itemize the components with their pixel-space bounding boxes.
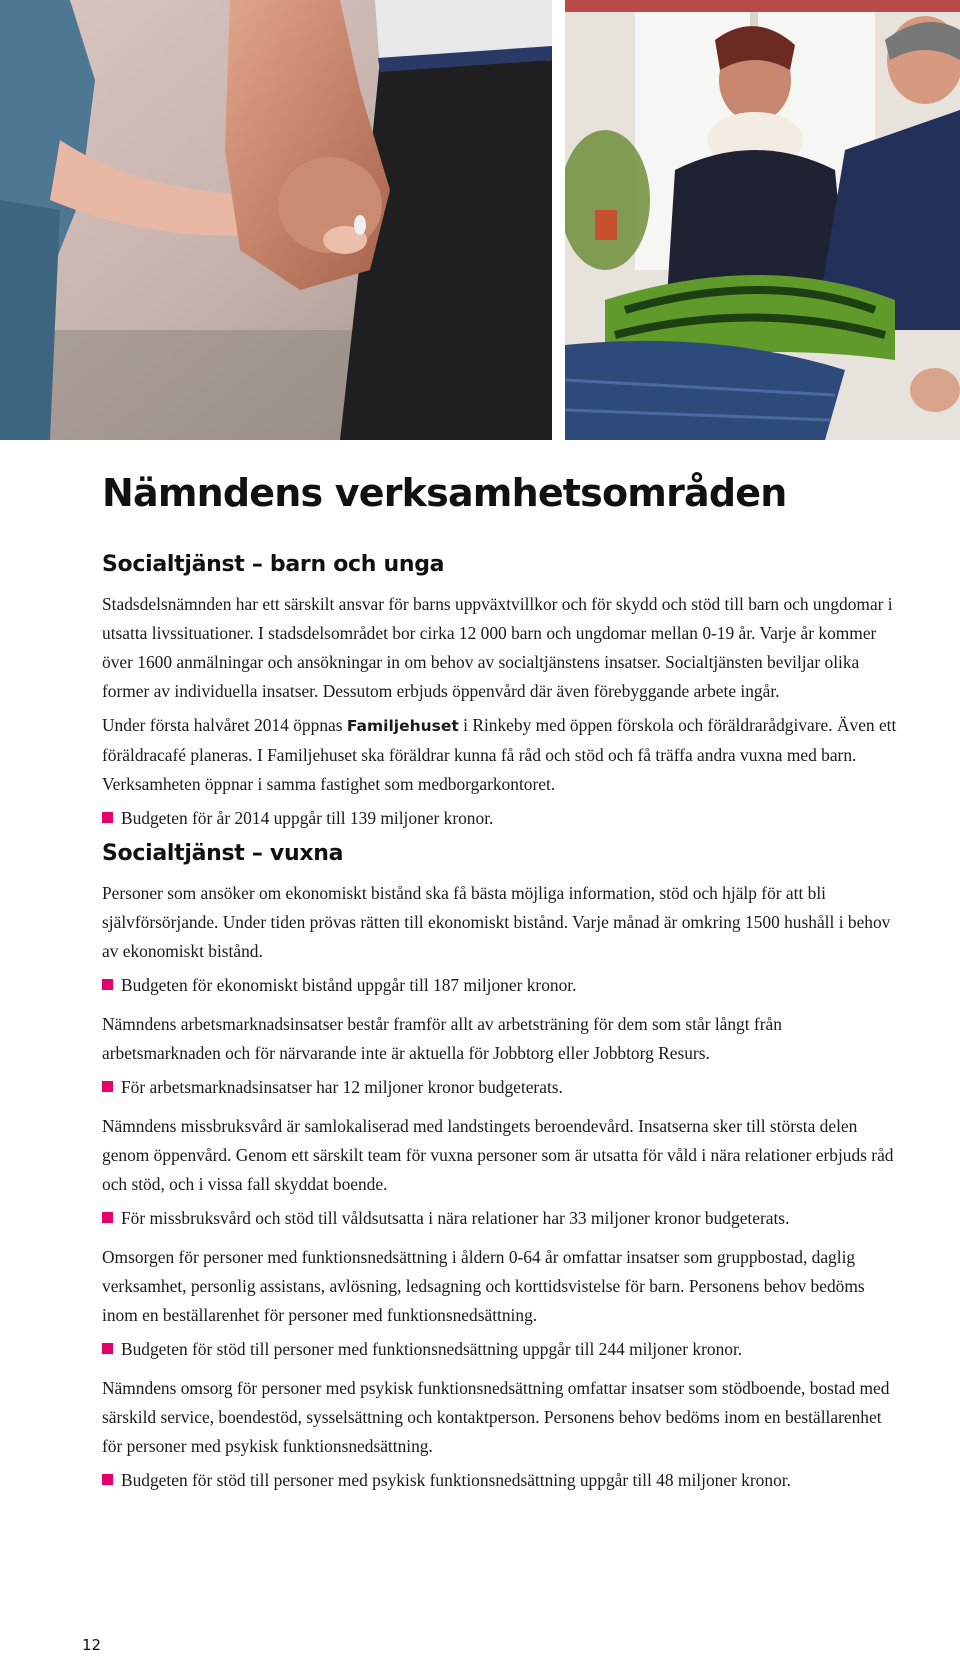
paragraph: Stadsdelsnämnden har ett särskilt ansvar för barns uppväxtvillkor och för skydd och stöd till barn och ungdomar i utsatta livssituationer. I stadsdelsområdet bor cirka 12 000 barn och ungdomar mellan 0-19 år. Varje år kommer över 1600 anmälningar och ansökningar in om behov av socialtjänstens insatser. Socialtjänsten beviljar olika former av individuella insatser. Dessutom erbjuds öppenvård där även förebyggande arbete ingår. <box>102 594 893 701</box>
paragraph: Omsorgen för personer med funktionsnedsättning i åldern 0-64 år omfattar insatser som gruppbostad, daglig verksamhet, personlig assistans, avlösning, ledsagning och korttidsvistelse för barn. Personens behov bedöms inom en beställarenhet för personer med funktionsnedsättning. <box>102 1247 865 1325</box>
square-bullet-icon <box>102 979 113 990</box>
paragraph-familjehuset: Under första halvåret 2014 öppnas Familjehuset i Rinkeby med öppen förskola och föräldrarådgivare. Även ett föräldracafé planeras. I Familjehuset ska föräldrar kunna få råd och stöd och få träffa andra vuxna med barn. Verksamheten öppnar i samma fastighet som medborgarkontoret. <box>102 715 897 794</box>
budget-bullet: För arbetsmarknadsinsatser har 12 miljoner kronor budgeterats. <box>102 1073 902 1102</box>
paragraph: Nämndens arbetsmarknadsinsatser består framför allt av arbetsträning för dem som står långt från arbetsmarknaden och för närvarande inte är aktuella för Jobbtorg eller Jobbtorg Resurs. <box>102 1014 782 1063</box>
section-title-children: Socialtjänst – barn och unga <box>102 552 445 577</box>
budget-bullet: Budgeten för ekonomiskt bistånd uppgår till 187 miljoner kronor. <box>102 971 902 1000</box>
paragraph: Nämndens missbruksvård är samlokaliserad med landstingets beroendevård. Insatserna sker till största delen genom öppenvård. Genom ett särskilt team för vuxna personer som är utsatta för våld i nära relationer erbjuds råd och stöd, och i vissa fall skyddat boende. <box>102 1116 894 1194</box>
square-bullet-icon <box>102 1212 113 1223</box>
photo-knitting <box>565 0 960 440</box>
page-title: Nämndens verksamhetsområden <box>102 471 787 515</box>
budget-bullet: Budgeten för år 2014 uppgår till 139 miljoner kronor. <box>102 804 902 833</box>
budget-bullet: Budgeten för stöd till personer med funktionsnedsättning uppgår till 244 miljoner kronor. <box>102 1335 902 1364</box>
familjehuset-term: Familjehuset <box>346 717 459 735</box>
square-bullet-icon <box>102 812 113 823</box>
budget-bullet: För missbruksvård och stöd till våldsutsatta i nära relationer har 33 miljoner kronor budgeterats. <box>102 1204 902 1233</box>
square-bullet-icon <box>102 1343 113 1354</box>
paragraph: Nämndens omsorg för personer med psykisk funktionsnedsättning omfattar insatser som stödboende, bostad med särskild service, boendestöd, sysselsättning och kontaktperson. Personens behov bedöms inom en beställarenhet för personer med psykisk funktionsnedsättning. <box>102 1378 890 1456</box>
main-content <box>102 468 902 1501</box>
section-title-adults: Socialtjänst – vuxna <box>102 841 344 866</box>
page-number: 12 <box>82 1636 102 1654</box>
square-bullet-icon <box>102 1081 113 1092</box>
paragraph: Personer som ansöker om ekonomiskt bistånd ska få bästa möjliga information, stöd och hjälp för att bli självförsörjande. Under tiden prövas rätten till ekonomiskt bistånd. Varje månad är omkring 1500 hushåll i behov av ekonomiskt bistånd. <box>102 883 891 961</box>
budget-bullet: Budgeten för stöd till personer med psykisk funktionsnedsättning uppgår till 48 miljoner kronor. <box>102 1466 902 1495</box>
square-bullet-icon <box>102 1474 113 1485</box>
photo-holding-hands <box>0 0 552 440</box>
